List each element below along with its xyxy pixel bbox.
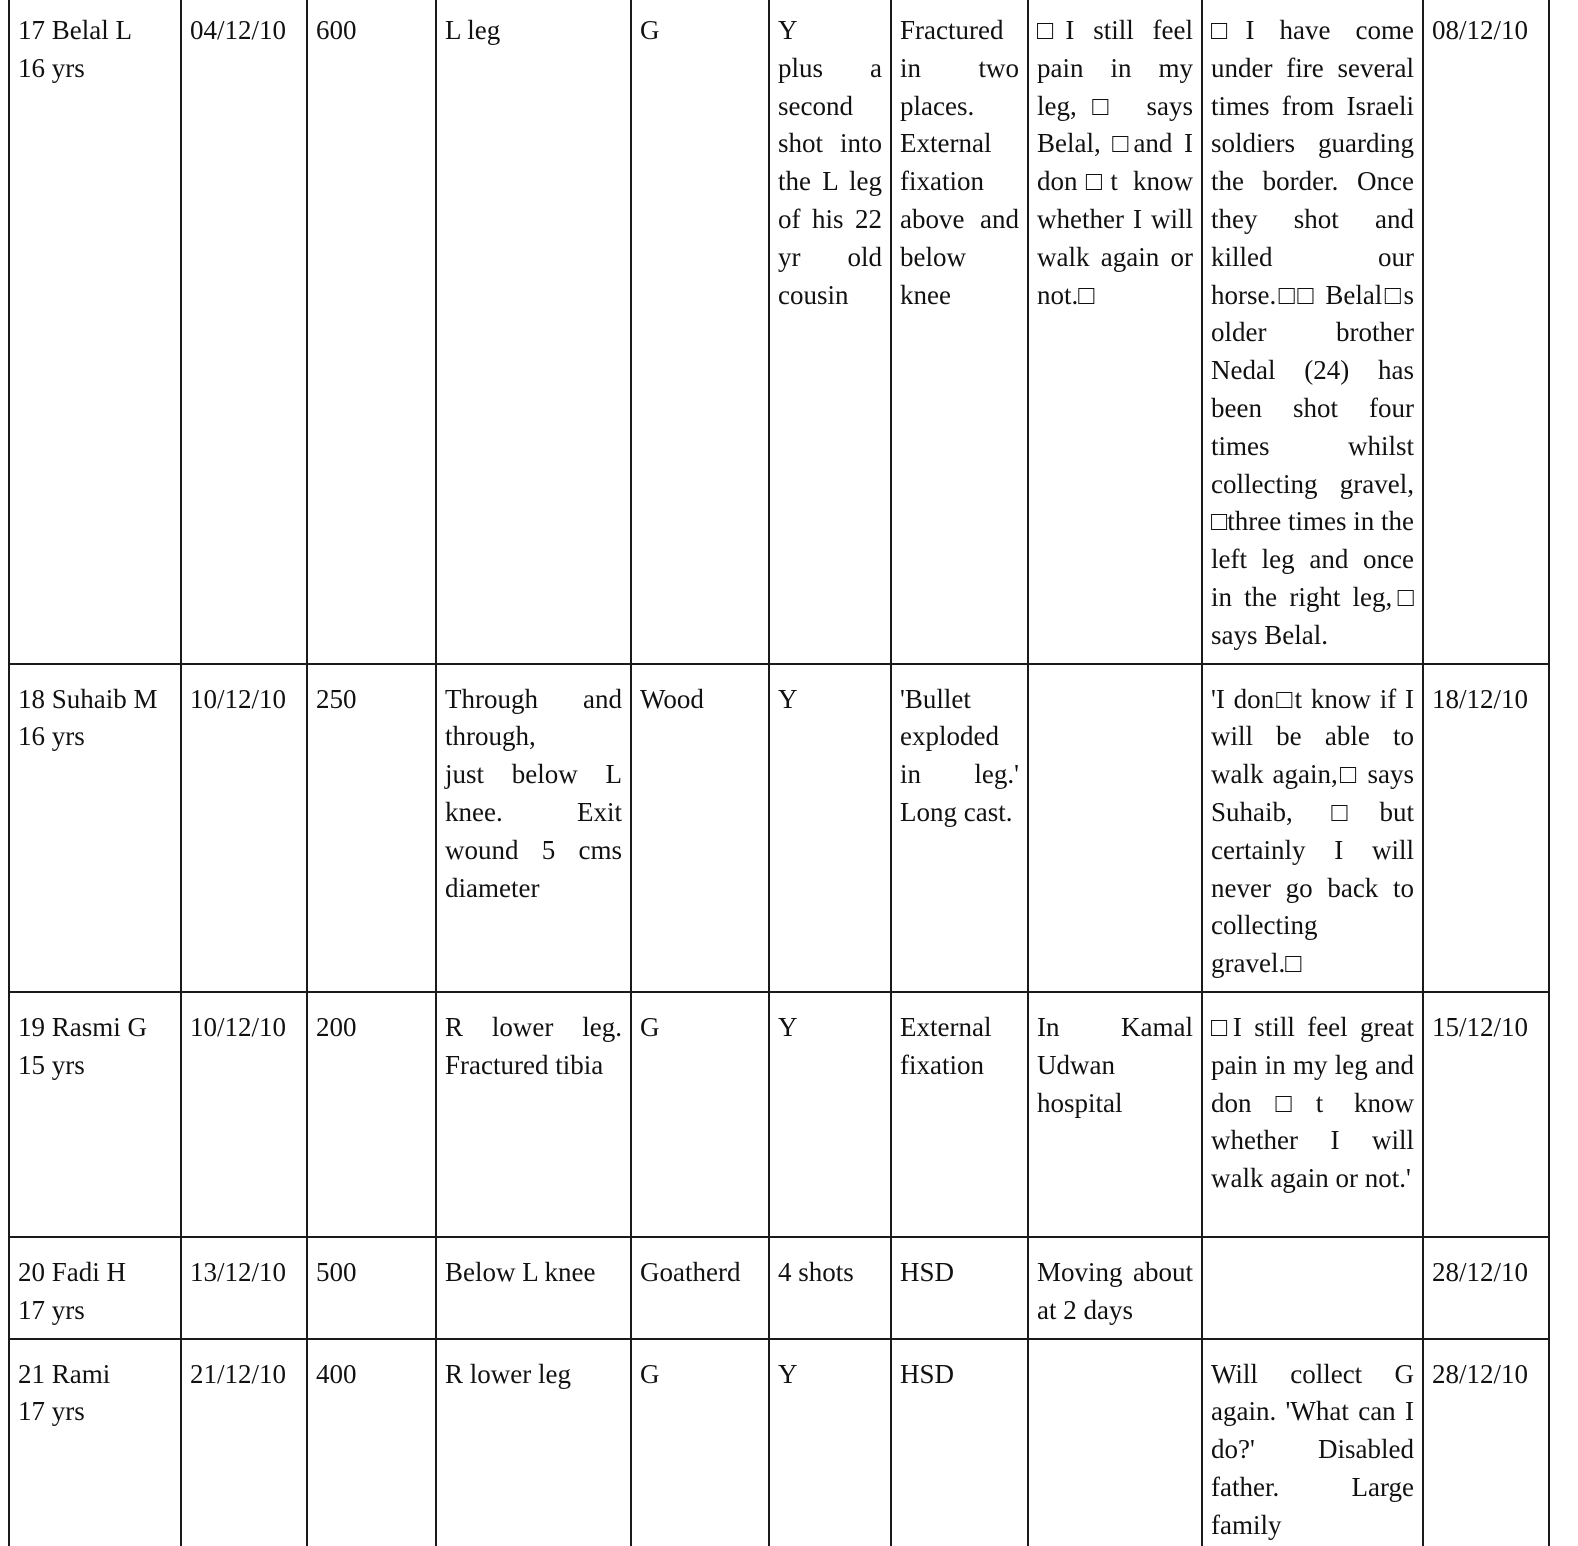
cell-quote: □I still feel pain in my leg,□ says Belal, □and I don□t know whether I will walk again or not.□	[1028, 0, 1202, 664]
cell-treatment: 'Bullet exploded in leg.' Long cast.	[891, 664, 1028, 992]
cell-wound: L leg	[436, 0, 631, 664]
cell-shot: 4 shots	[769, 1237, 891, 1339]
patient-id: 21 Rami	[18, 1358, 111, 1389]
cell-treatment: External fixation	[891, 992, 1028, 1237]
cell-distance: 250	[307, 664, 436, 992]
patient-age: 16 yrs	[18, 52, 85, 83]
patient-id: 18 Suhaib M	[18, 683, 158, 714]
cell-followup: 18/12/10	[1423, 664, 1549, 992]
patient-id: 19 Rasmi G	[18, 1011, 148, 1042]
cell-distance: 200	[307, 992, 436, 1237]
cell-quote	[1028, 664, 1202, 992]
shot-main: Y plus a second shot into the L leg of his 22 yr old cousin	[778, 15, 882, 310]
cell-notes: □I have come under fire several times from Israeli soldiers guarding the border. Once they shot and killed our horse.□□ Belal□s older brother Nedal (24) has been shot four times whilst collecting gravel, □three times in the left leg and once in the right leg,□ says Belal.	[1202, 0, 1423, 664]
cell-wound: R lower leg. Fractured tibia	[436, 992, 631, 1237]
cell-activity: Wood	[631, 664, 769, 992]
cell-notes: 'I don□t know if I will be able to walk again,□ says Suhaib, □but certainly I will never go back to collecting gravel.□	[1202, 664, 1423, 992]
table-row	[9, 0, 1549, 664]
patient-id: 20 Fadi H	[18, 1256, 126, 1287]
cell-wound	[436, 664, 631, 992]
cell-notes	[1202, 1237, 1423, 1339]
cell-patient	[9, 664, 181, 992]
cell-patient	[9, 0, 181, 664]
cell-quote	[1028, 1339, 1202, 1546]
cell-followup: 28/12/10	[1423, 1237, 1549, 1339]
cell-followup: 15/12/10	[1423, 992, 1549, 1237]
cell-treatment: Fractured in two places. External fixation above and below knee	[891, 0, 1028, 664]
cell-distance: 600	[307, 0, 436, 664]
cell-shot	[769, 0, 891, 664]
cell-followup: 28/12/10	[1423, 1339, 1549, 1546]
cell-distance: 400	[307, 1339, 436, 1546]
table-row	[9, 1237, 1549, 1339]
patient-age: 16 yrs	[18, 721, 85, 752]
cell-date: 04/12/10	[181, 0, 307, 664]
cell-shot: Y	[769, 1339, 891, 1546]
patient-age: 17 yrs	[18, 1294, 85, 1325]
cell-activity: G	[631, 1339, 769, 1546]
cell-date: 10/12/10	[181, 992, 307, 1237]
cell-notes: □I still feel great pain in my leg and don□t know whether I will walk again or not.'	[1202, 992, 1423, 1237]
casualty-table	[8, 0, 1550, 1546]
cell-wound: R lower leg	[436, 1339, 631, 1546]
cell-treatment: HSD	[891, 1339, 1028, 1546]
cell-shot: Y	[769, 664, 891, 992]
cell-treatment: HSD	[891, 1237, 1028, 1339]
cell-date: 21/12/10	[181, 1339, 307, 1546]
cell-activity: G	[631, 0, 769, 664]
cell-shot: Y	[769, 992, 891, 1237]
cell-quote: In Kamal Udwan hospital	[1028, 992, 1202, 1237]
cell-activity: Goatherd	[631, 1237, 769, 1339]
cell-date: 10/12/10	[181, 664, 307, 992]
patient-age: 17 yrs	[18, 1396, 85, 1427]
cell-followup: 08/12/10	[1423, 0, 1549, 664]
patient-id: 17 Belal L	[18, 15, 132, 45]
cell-notes: Will collect G again. 'What can I do?' Disabled father. Large family	[1202, 1339, 1423, 1546]
cell-patient	[9, 992, 181, 1237]
cell-patient	[9, 1237, 181, 1339]
cell-patient	[9, 1339, 181, 1546]
table-row	[9, 1339, 1549, 1546]
cell-wound: Below L knee	[436, 1237, 631, 1339]
patient-age: 15 yrs	[18, 1049, 85, 1080]
table-row	[9, 992, 1549, 1237]
cell-quote: Moving about at 2 days	[1028, 1237, 1202, 1339]
table-row	[9, 664, 1549, 992]
cell-distance: 500	[307, 1237, 436, 1339]
cell-activity: G	[631, 992, 769, 1237]
cell-date: 13/12/10	[181, 1237, 307, 1339]
wound-text: Through and through, just below L knee. Exit wound 5 cms diameter	[445, 683, 622, 903]
